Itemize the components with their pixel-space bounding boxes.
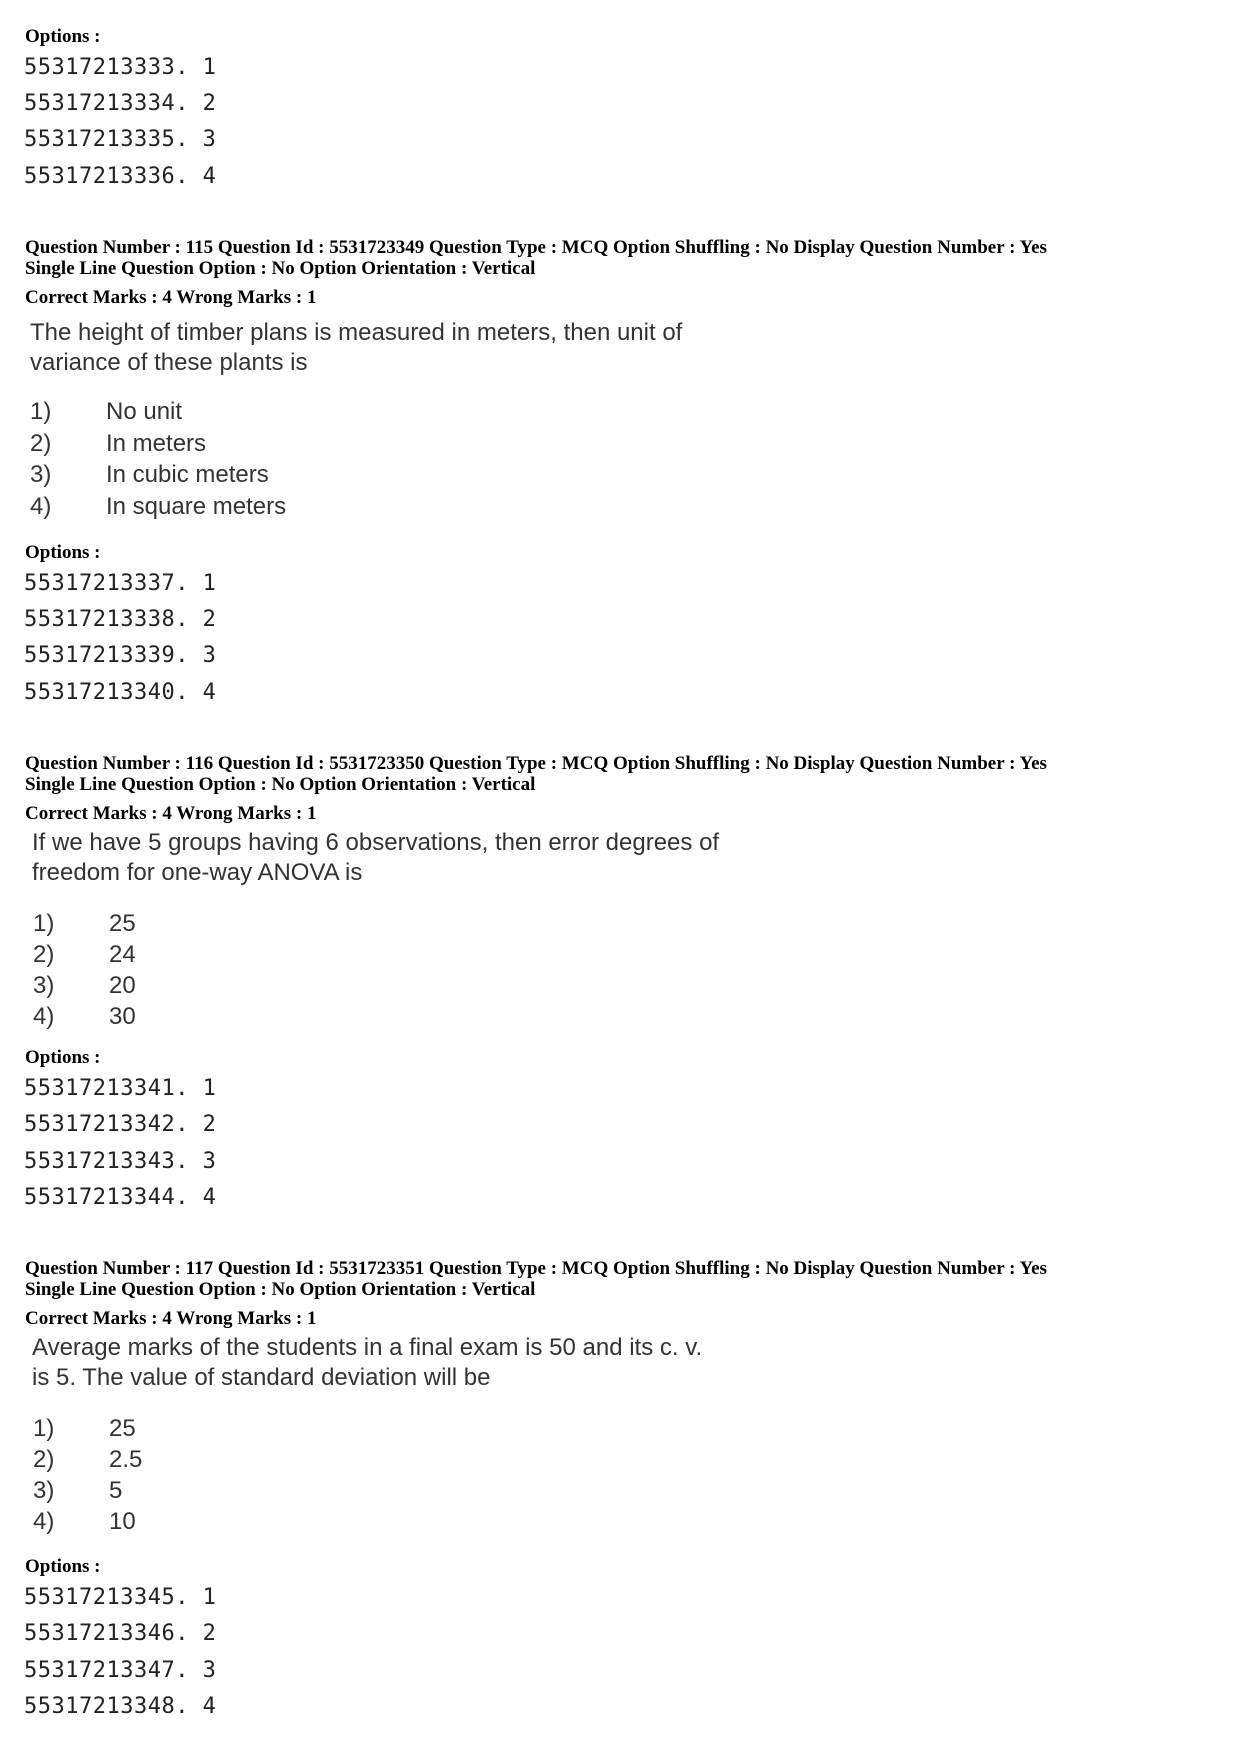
option-row: 55317213333. 1 [24, 55, 217, 80]
option-row: 55317213334. 2 [24, 91, 217, 116]
options-label: Options : [25, 1556, 101, 1577]
choice-number: 1) [33, 910, 55, 937]
question-meta-line2: Single Line Question Option : No Option Orientation : Vertical [25, 1279, 536, 1300]
option-row: 55317213345. 1 [24, 1585, 217, 1610]
question-text-line2: freedom for one-way ANOVA is [32, 859, 363, 886]
option-row: 55317213344. 4 [24, 1185, 217, 1210]
options-label: Options : [25, 26, 101, 47]
choice-text: 20 [109, 972, 136, 999]
option-row: 55317213339. 3 [24, 643, 217, 668]
option-row: 55317213343. 3 [24, 1149, 217, 1174]
choice-number: 4) [33, 1508, 55, 1535]
choice-text: In meters [106, 430, 207, 457]
choice-text: 10 [109, 1508, 136, 1535]
options-label: Options : [25, 1047, 101, 1068]
option-row: 55317213340. 4 [24, 680, 217, 705]
choice-number: 3) [33, 1477, 55, 1504]
question-meta-line1: Question Number : 115 Question Id : 5531723349 Question Type : MCQ Option Shuffling : No Display Question Number : Yes [25, 237, 1047, 258]
choice-text: In square meters [106, 493, 287, 520]
question-meta-line2: Single Line Question Option : No Option Orientation : Vertical [25, 774, 536, 795]
option-row: 55317213336. 4 [24, 164, 217, 189]
question-text-line1: The height of timber plans is measured in meters, then unit of [30, 319, 683, 346]
options-label: Options : [25, 542, 101, 563]
choice-number: 2) [33, 941, 55, 968]
choice-number: 2) [33, 1446, 55, 1473]
choice-number: 1) [30, 398, 52, 425]
choice-text: No unit [106, 398, 183, 425]
choice-number: 4) [30, 493, 52, 520]
option-row: 55317213347. 3 [24, 1658, 217, 1683]
choice-text: 2.5 [109, 1446, 143, 1473]
choice-text: In cubic meters [106, 461, 269, 488]
question-meta-line2: Single Line Question Option : No Option Orientation : Vertical [25, 258, 536, 279]
choice-text: 24 [109, 941, 136, 968]
question-text-line1: Average marks of the students in a final exam is 50 and its c. v. [32, 1334, 703, 1361]
choice-text: 30 [109, 1003, 136, 1030]
question-text-line2: variance of these plants is [30, 349, 308, 376]
choice-text: 25 [109, 910, 136, 937]
option-row: 55317213348. 4 [24, 1694, 217, 1719]
choice-number: 1) [33, 1415, 55, 1442]
question-meta-line1: Question Number : 117 Question Id : 5531723351 Question Type : MCQ Option Shuffling : No Display Question Number : Yes [25, 1258, 1047, 1279]
question-meta-line1: Question Number : 116 Question Id : 5531723350 Question Type : MCQ Option Shuffling : No Display Question Number : Yes [25, 753, 1047, 774]
choice-number: 3) [33, 972, 55, 999]
choice-number: 3) [30, 461, 52, 488]
question-marks: Correct Marks : 4 Wrong Marks : 1 [25, 287, 317, 308]
option-row: 55317213338. 2 [24, 607, 217, 632]
option-row: 55317213342. 2 [24, 1112, 217, 1137]
choice-number: 4) [33, 1003, 55, 1030]
question-text-line2: is 5. The value of standard deviation will be [32, 1364, 491, 1391]
option-row: 55317213341. 1 [24, 1076, 217, 1101]
option-row: 55317213346. 2 [24, 1621, 217, 1646]
choice-text: 25 [109, 1415, 136, 1442]
choice-number: 2) [30, 430, 52, 457]
option-row: 55317213335. 3 [24, 127, 217, 152]
choice-text: 5 [109, 1477, 123, 1504]
question-marks: Correct Marks : 4 Wrong Marks : 1 [25, 803, 317, 824]
question-marks: Correct Marks : 4 Wrong Marks : 1 [25, 1308, 317, 1329]
option-row: 55317213337. 1 [24, 571, 217, 596]
question-text-line1: If we have 5 groups having 6 observations, then error degrees of [32, 829, 720, 856]
